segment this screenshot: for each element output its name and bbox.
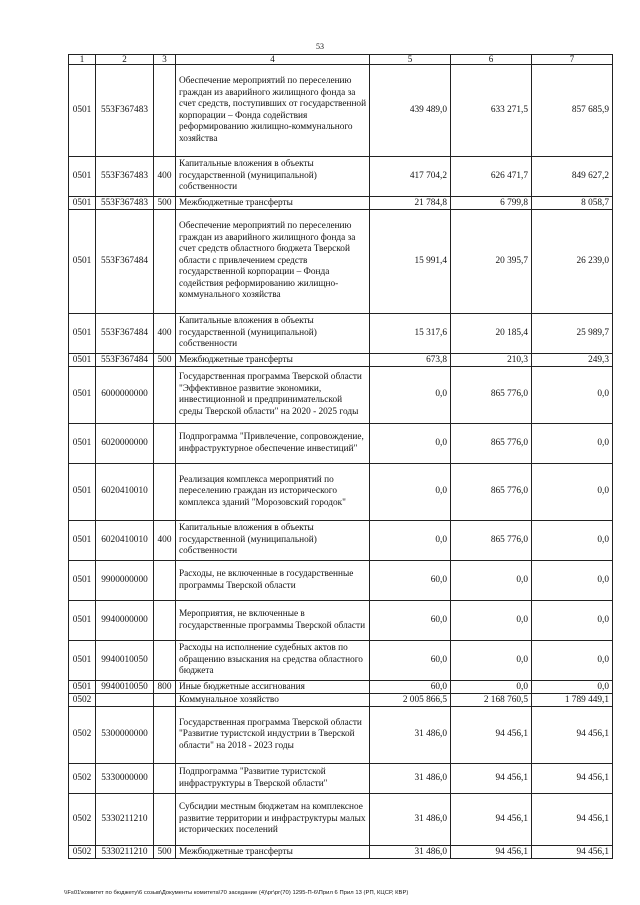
cell-code: 553F367483 bbox=[96, 197, 154, 210]
cell-type: 400 bbox=[154, 314, 176, 354]
cell-v2021: 0,0 bbox=[451, 641, 532, 681]
cell-name: Капитальные вложения в объекты государственной (муниципальной) собственности bbox=[176, 157, 370, 197]
cell-type: 500 bbox=[154, 846, 176, 859]
cell-v2020: 15 317,6 bbox=[370, 314, 451, 354]
cell-v2021: 865 776,0 bbox=[451, 367, 532, 424]
cell-v2021: 20 395,7 bbox=[451, 210, 532, 314]
cell-v2020: 417 704,2 bbox=[370, 157, 451, 197]
cell-section: 0501 bbox=[69, 354, 96, 367]
cell-type bbox=[154, 561, 176, 601]
cell-v2020: 15 991,4 bbox=[370, 210, 451, 314]
cell-v2022: 0,0 bbox=[532, 367, 613, 424]
cell-name: Подпрограмма "Привлечение, сопровождение, инфраструктурное обеспечение инвестиций" bbox=[176, 424, 370, 464]
cell-v2021: 94 456,1 bbox=[451, 707, 532, 764]
cell-v2022: 94 456,1 bbox=[532, 707, 613, 764]
cell-v2021: 626 471,7 bbox=[451, 157, 532, 197]
cell-name: Государственная программа Тверской области "Развитие туристской индустрии в Тверской области" на 2018 - 2023 годы bbox=[176, 707, 370, 764]
cell-section: 0501 bbox=[69, 681, 96, 694]
cell-type: 500 bbox=[154, 354, 176, 367]
cell-code: 553F367484 bbox=[96, 354, 154, 367]
cell-section: 0502 bbox=[69, 707, 96, 764]
cell-v2020: 0,0 bbox=[370, 367, 451, 424]
cell-v2022: 0,0 bbox=[532, 464, 613, 521]
cell-code: 6000000000 bbox=[96, 367, 154, 424]
cell-section: 0501 bbox=[69, 464, 96, 521]
cell-v2020: 21 784,8 bbox=[370, 197, 451, 210]
cell-section: 0501 bbox=[69, 424, 96, 464]
page-number: 53 bbox=[316, 42, 324, 51]
cell-code: 5300000000 bbox=[96, 707, 154, 764]
cell-name: Реализация комплекса мероприятий по переселению граждан из исторического комплекса зданий "Морозовский городок" bbox=[176, 464, 370, 521]
cell-code: 553F367483 bbox=[96, 157, 154, 197]
cell-v2022: 0,0 bbox=[532, 561, 613, 601]
column-header: 1 bbox=[69, 55, 96, 65]
cell-code: 5330000000 bbox=[96, 764, 154, 794]
cell-code bbox=[96, 694, 154, 707]
cell-v2022: 0,0 bbox=[532, 424, 613, 464]
cell-section: 0502 bbox=[69, 694, 96, 707]
table-row bbox=[69, 354, 613, 367]
cell-v2021: 2 168 760,5 bbox=[451, 694, 532, 707]
cell-section: 0502 bbox=[69, 846, 96, 859]
cell-v2022: 94 456,1 bbox=[532, 764, 613, 794]
cell-name: Обеспечение мероприятий по переселению граждан из аварийного жилищного фонда за счет средств, поступивших от государственной корпорации – Фонда содействия реформированию жилищно-коммунального хозяйства bbox=[176, 65, 370, 157]
cell-type bbox=[154, 641, 176, 681]
cell-v2020: 60,0 bbox=[370, 561, 451, 601]
cell-section: 0501 bbox=[69, 521, 96, 561]
cell-v2020: 31 486,0 bbox=[370, 764, 451, 794]
cell-code: 6020410010 bbox=[96, 464, 154, 521]
cell-section: 0501 bbox=[69, 157, 96, 197]
cell-type bbox=[154, 794, 176, 846]
cell-code: 553F367484 bbox=[96, 314, 154, 354]
cell-section: 0501 bbox=[69, 314, 96, 354]
cell-code: 5330211210 bbox=[96, 846, 154, 859]
cell-section: 0501 bbox=[69, 367, 96, 424]
cell-v2022: 25 989,7 bbox=[532, 314, 613, 354]
table-row bbox=[69, 694, 613, 707]
cell-v2022: 8 058,7 bbox=[532, 197, 613, 210]
cell-type bbox=[154, 464, 176, 521]
cell-type bbox=[154, 65, 176, 157]
cell-code: 553F367484 bbox=[96, 210, 154, 314]
column-header: 4 bbox=[176, 55, 370, 65]
table-row bbox=[69, 157, 613, 197]
cell-v2021: 865 776,0 bbox=[451, 464, 532, 521]
cell-v2020: 60,0 bbox=[370, 641, 451, 681]
cell-code: 5330211210 bbox=[96, 794, 154, 846]
cell-name: Межбюджетные трансферты bbox=[176, 197, 370, 210]
cell-v2020: 0,0 bbox=[370, 464, 451, 521]
cell-name: Капитальные вложения в объекты государственной (муниципальной) собственности bbox=[176, 521, 370, 561]
column-header: 7 bbox=[532, 55, 613, 65]
table-row bbox=[69, 210, 613, 314]
cell-v2021: 865 776,0 bbox=[451, 424, 532, 464]
cell-name: Капитальные вложения в объекты государственной (муниципальной) собственности bbox=[176, 314, 370, 354]
cell-name: Расходы, не включенные в государственные программы Тверской области bbox=[176, 561, 370, 601]
table-row bbox=[69, 681, 613, 694]
cell-section: 0501 bbox=[69, 641, 96, 681]
table-row bbox=[69, 764, 613, 794]
table-row bbox=[69, 707, 613, 764]
cell-name: Межбюджетные трансферты bbox=[176, 354, 370, 367]
cell-v2021: 94 456,1 bbox=[451, 794, 532, 846]
cell-v2022: 0,0 bbox=[532, 521, 613, 561]
cell-v2020: 60,0 bbox=[370, 681, 451, 694]
cell-type bbox=[154, 707, 176, 764]
cell-v2021: 865 776,0 bbox=[451, 521, 532, 561]
cell-section: 0502 bbox=[69, 764, 96, 794]
cell-code: 553F367483 bbox=[96, 65, 154, 157]
table-row bbox=[69, 65, 613, 157]
file-path-footer: \\Fs01\комитет по бюджету\6 созыв\Документы комитета\70 заседание (4)\рг\рг(70) 1295-П-6\Прил 6 Прил 13 (РП, КЦСР, КВР) bbox=[64, 890, 409, 896]
cell-v2022: 0,0 bbox=[532, 601, 613, 641]
cell-type: 400 bbox=[154, 521, 176, 561]
cell-type bbox=[154, 764, 176, 794]
column-header: 5 bbox=[370, 55, 451, 65]
cell-name: Межбюджетные трансферты bbox=[176, 846, 370, 859]
cell-v2020: 31 486,0 bbox=[370, 707, 451, 764]
table-row bbox=[69, 367, 613, 424]
table-row bbox=[69, 424, 613, 464]
cell-section: 0501 bbox=[69, 65, 96, 157]
cell-v2020: 0,0 bbox=[370, 424, 451, 464]
budget-table bbox=[68, 54, 613, 859]
cell-type bbox=[154, 601, 176, 641]
cell-v2021: 0,0 bbox=[451, 561, 532, 601]
table-row bbox=[69, 846, 613, 859]
table-row bbox=[69, 641, 613, 681]
cell-section: 0501 bbox=[69, 197, 96, 210]
table-row bbox=[69, 601, 613, 641]
cell-type: 500 bbox=[154, 197, 176, 210]
cell-name: Расходы на исполнение судебных актов по обращению взыскания на средства областного бюджета bbox=[176, 641, 370, 681]
table-row bbox=[69, 794, 613, 846]
column-header: 3 bbox=[154, 55, 176, 65]
cell-v2021: 0,0 bbox=[451, 681, 532, 694]
cell-v2021: 6 799,8 bbox=[451, 197, 532, 210]
cell-name: Подпрограмма "Развитие туристской инфраструктуры в Тверской области" bbox=[176, 764, 370, 794]
cell-section: 0501 bbox=[69, 561, 96, 601]
cell-v2020: 439 489,0 bbox=[370, 65, 451, 157]
cell-type bbox=[154, 210, 176, 314]
cell-v2021: 0,0 bbox=[451, 601, 532, 641]
cell-v2022: 1 789 449,1 bbox=[532, 694, 613, 707]
cell-type bbox=[154, 424, 176, 464]
cell-v2020: 31 486,0 bbox=[370, 846, 451, 859]
cell-v2022: 94 456,1 bbox=[532, 846, 613, 859]
column-number-row bbox=[69, 55, 613, 65]
column-header: 6 bbox=[451, 55, 532, 65]
cell-v2021: 20 185,4 bbox=[451, 314, 532, 354]
cell-type: 400 bbox=[154, 157, 176, 197]
cell-type bbox=[154, 694, 176, 707]
table-row bbox=[69, 521, 613, 561]
cell-name: Обеспечение мероприятий по переселению граждан из аварийного жилищного фонда за счет средств областного бюджета Тверской области с привлечением средств государственной корпорации – Фонда содействия реформированию жилищно-коммунального хозяйства bbox=[176, 210, 370, 314]
cell-v2022: 857 685,9 bbox=[532, 65, 613, 157]
cell-v2021: 94 456,1 bbox=[451, 764, 532, 794]
table-row bbox=[69, 464, 613, 521]
cell-code: 9940010050 bbox=[96, 681, 154, 694]
cell-v2021: 210,3 bbox=[451, 354, 532, 367]
cell-section: 0501 bbox=[69, 601, 96, 641]
cell-v2021: 633 271,5 bbox=[451, 65, 532, 157]
cell-v2022: 249,3 bbox=[532, 354, 613, 367]
cell-name: Государственная программа Тверской области "Эффективное развитие экономики, инвестиционной и предпринимательской среды Тверской области" на 2020 - 2025 годы bbox=[176, 367, 370, 424]
cell-code: 9900000000 bbox=[96, 561, 154, 601]
cell-code: 9940000000 bbox=[96, 601, 154, 641]
cell-v2020: 0,0 bbox=[370, 521, 451, 561]
cell-v2022: 0,0 bbox=[532, 681, 613, 694]
table-row bbox=[69, 197, 613, 210]
cell-type bbox=[154, 367, 176, 424]
cell-v2020: 60,0 bbox=[370, 601, 451, 641]
cell-name: Иные бюджетные ассигнования bbox=[176, 681, 370, 694]
cell-type: 800 bbox=[154, 681, 176, 694]
table-row bbox=[69, 561, 613, 601]
cell-code: 6020000000 bbox=[96, 424, 154, 464]
cell-name: Коммунальное хозяйство bbox=[176, 694, 370, 707]
cell-code: 9940010050 bbox=[96, 641, 154, 681]
cell-v2022: 94 456,1 bbox=[532, 794, 613, 846]
column-header: 2 bbox=[96, 55, 154, 65]
cell-name: Мероприятия, не включенные в государственные программы Тверской области bbox=[176, 601, 370, 641]
table-row bbox=[69, 314, 613, 354]
cell-v2022: 0,0 bbox=[532, 641, 613, 681]
cell-section: 0501 bbox=[69, 210, 96, 314]
cell-section: 0502 bbox=[69, 794, 96, 846]
cell-v2022: 849 627,2 bbox=[532, 157, 613, 197]
cell-v2020: 31 486,0 bbox=[370, 794, 451, 846]
cell-v2021: 94 456,1 bbox=[451, 846, 532, 859]
cell-v2022: 26 239,0 bbox=[532, 210, 613, 314]
cell-v2020: 2 005 866,5 bbox=[370, 694, 451, 707]
cell-name: Субсидии местным бюджетам на комплексное развитие территории и инфраструктуры малых исторических поселений bbox=[176, 794, 370, 846]
cell-code: 6020410010 bbox=[96, 521, 154, 561]
cell-v2020: 673,8 bbox=[370, 354, 451, 367]
